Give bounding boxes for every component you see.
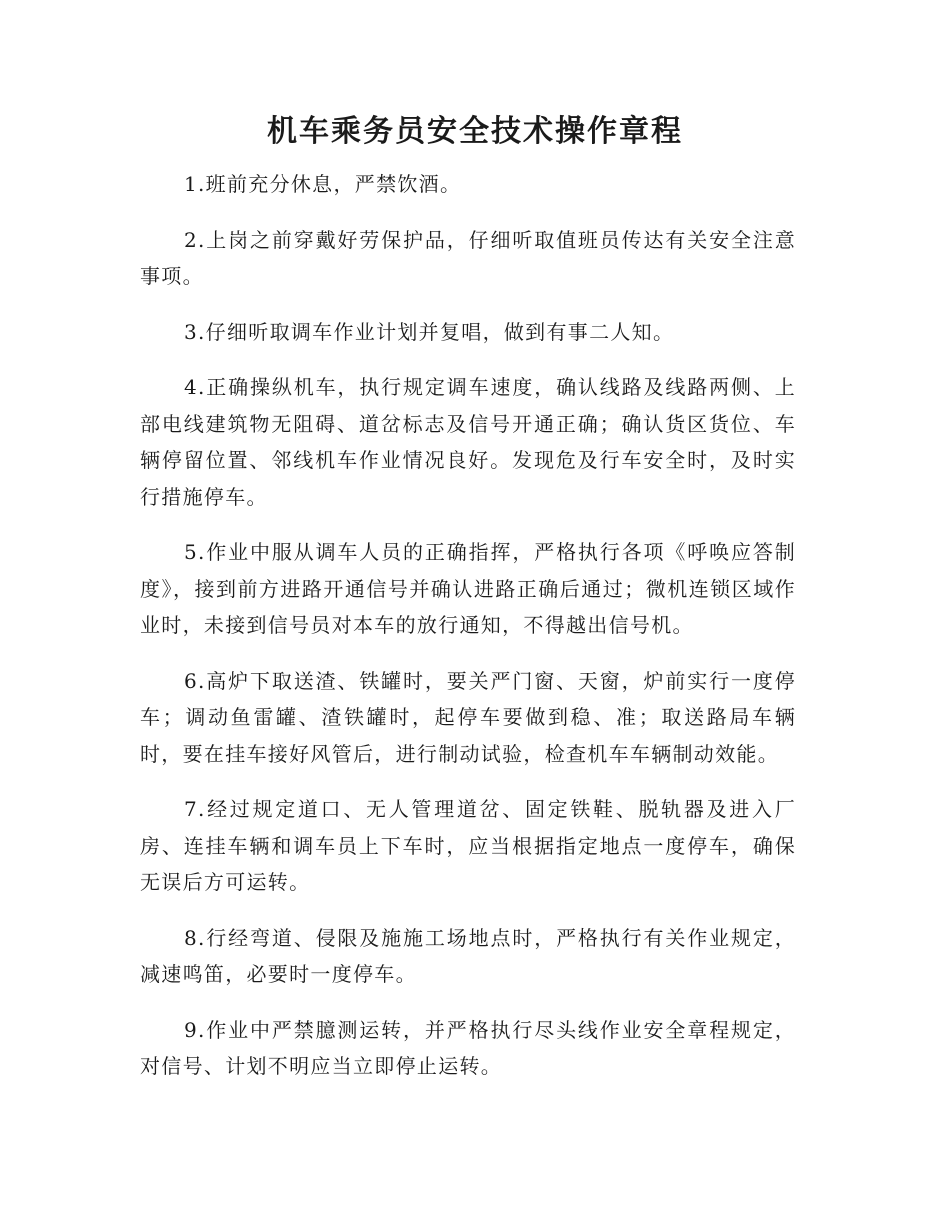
rule-paragraph-1: 1.班前充分休息，严禁饮酒。: [184, 172, 462, 196]
document-body: [140, 166, 796, 1104]
rule-paragraph-9: 9.作业中严禁臆测运转，并严格执行尽头线作业安全章程规定，对信号、计划不明应当立即停止运转。: [140, 1017, 796, 1078]
rule-paragraph-8: 8.行经弯道、侵限及施施工场地点时，严格执行有关作业规定，减速鸣笛，必要时一度停车。: [140, 925, 796, 986]
rule-paragraph-2: 2.上岗之前穿戴好劳保护品，仔细听取值班员传达有关安全注意事项。: [140, 227, 796, 288]
rule-paragraph-4: 4.正确操纵机车，执行规定调车速度，确认线路及线路两侧、上部电线建筑物无阻碍、道岔标志及信号开通正确；确认货区货位、车辆停留位置、邻线机车作业情况良好。发现危及行车安全时，及时实行措施停车。: [140, 375, 796, 509]
document-title: 机车乘务员安全技术操作章程: [267, 114, 683, 149]
rule-paragraph-5: 5.作业中服从调车人员的正确指挥，严格执行各项《呼唤应答制度》，接到前方进路开通信号并确认进路正确后通过；微机连锁区域作业时，未接到信号员对本车的放行通知，不得越出信号机。: [140, 540, 796, 637]
rule-paragraph-6: 6.高炉下取送渣、铁罐时，要关严门窗、天窗，炉前实行一度停车；调动鱼雷罐、渣铁罐时，起停车要做到稳、准；取送路局车辆时，要在挂车接好风管后，进行制动试验，检查机车车辆制动效能。: [140, 668, 796, 766]
rule-paragraph-7: 7.经过规定道口、无人管理道岔、固定铁鞋、脱轨器及进入厂房、连挂车辆和调车员上下车时，应当根据指定地点一度停车，确保无误后方可运转。: [140, 797, 796, 894]
rule-paragraph-3: 3.仔细听取调车作业计划并复唱，做到有事二人知。: [184, 319, 675, 344]
